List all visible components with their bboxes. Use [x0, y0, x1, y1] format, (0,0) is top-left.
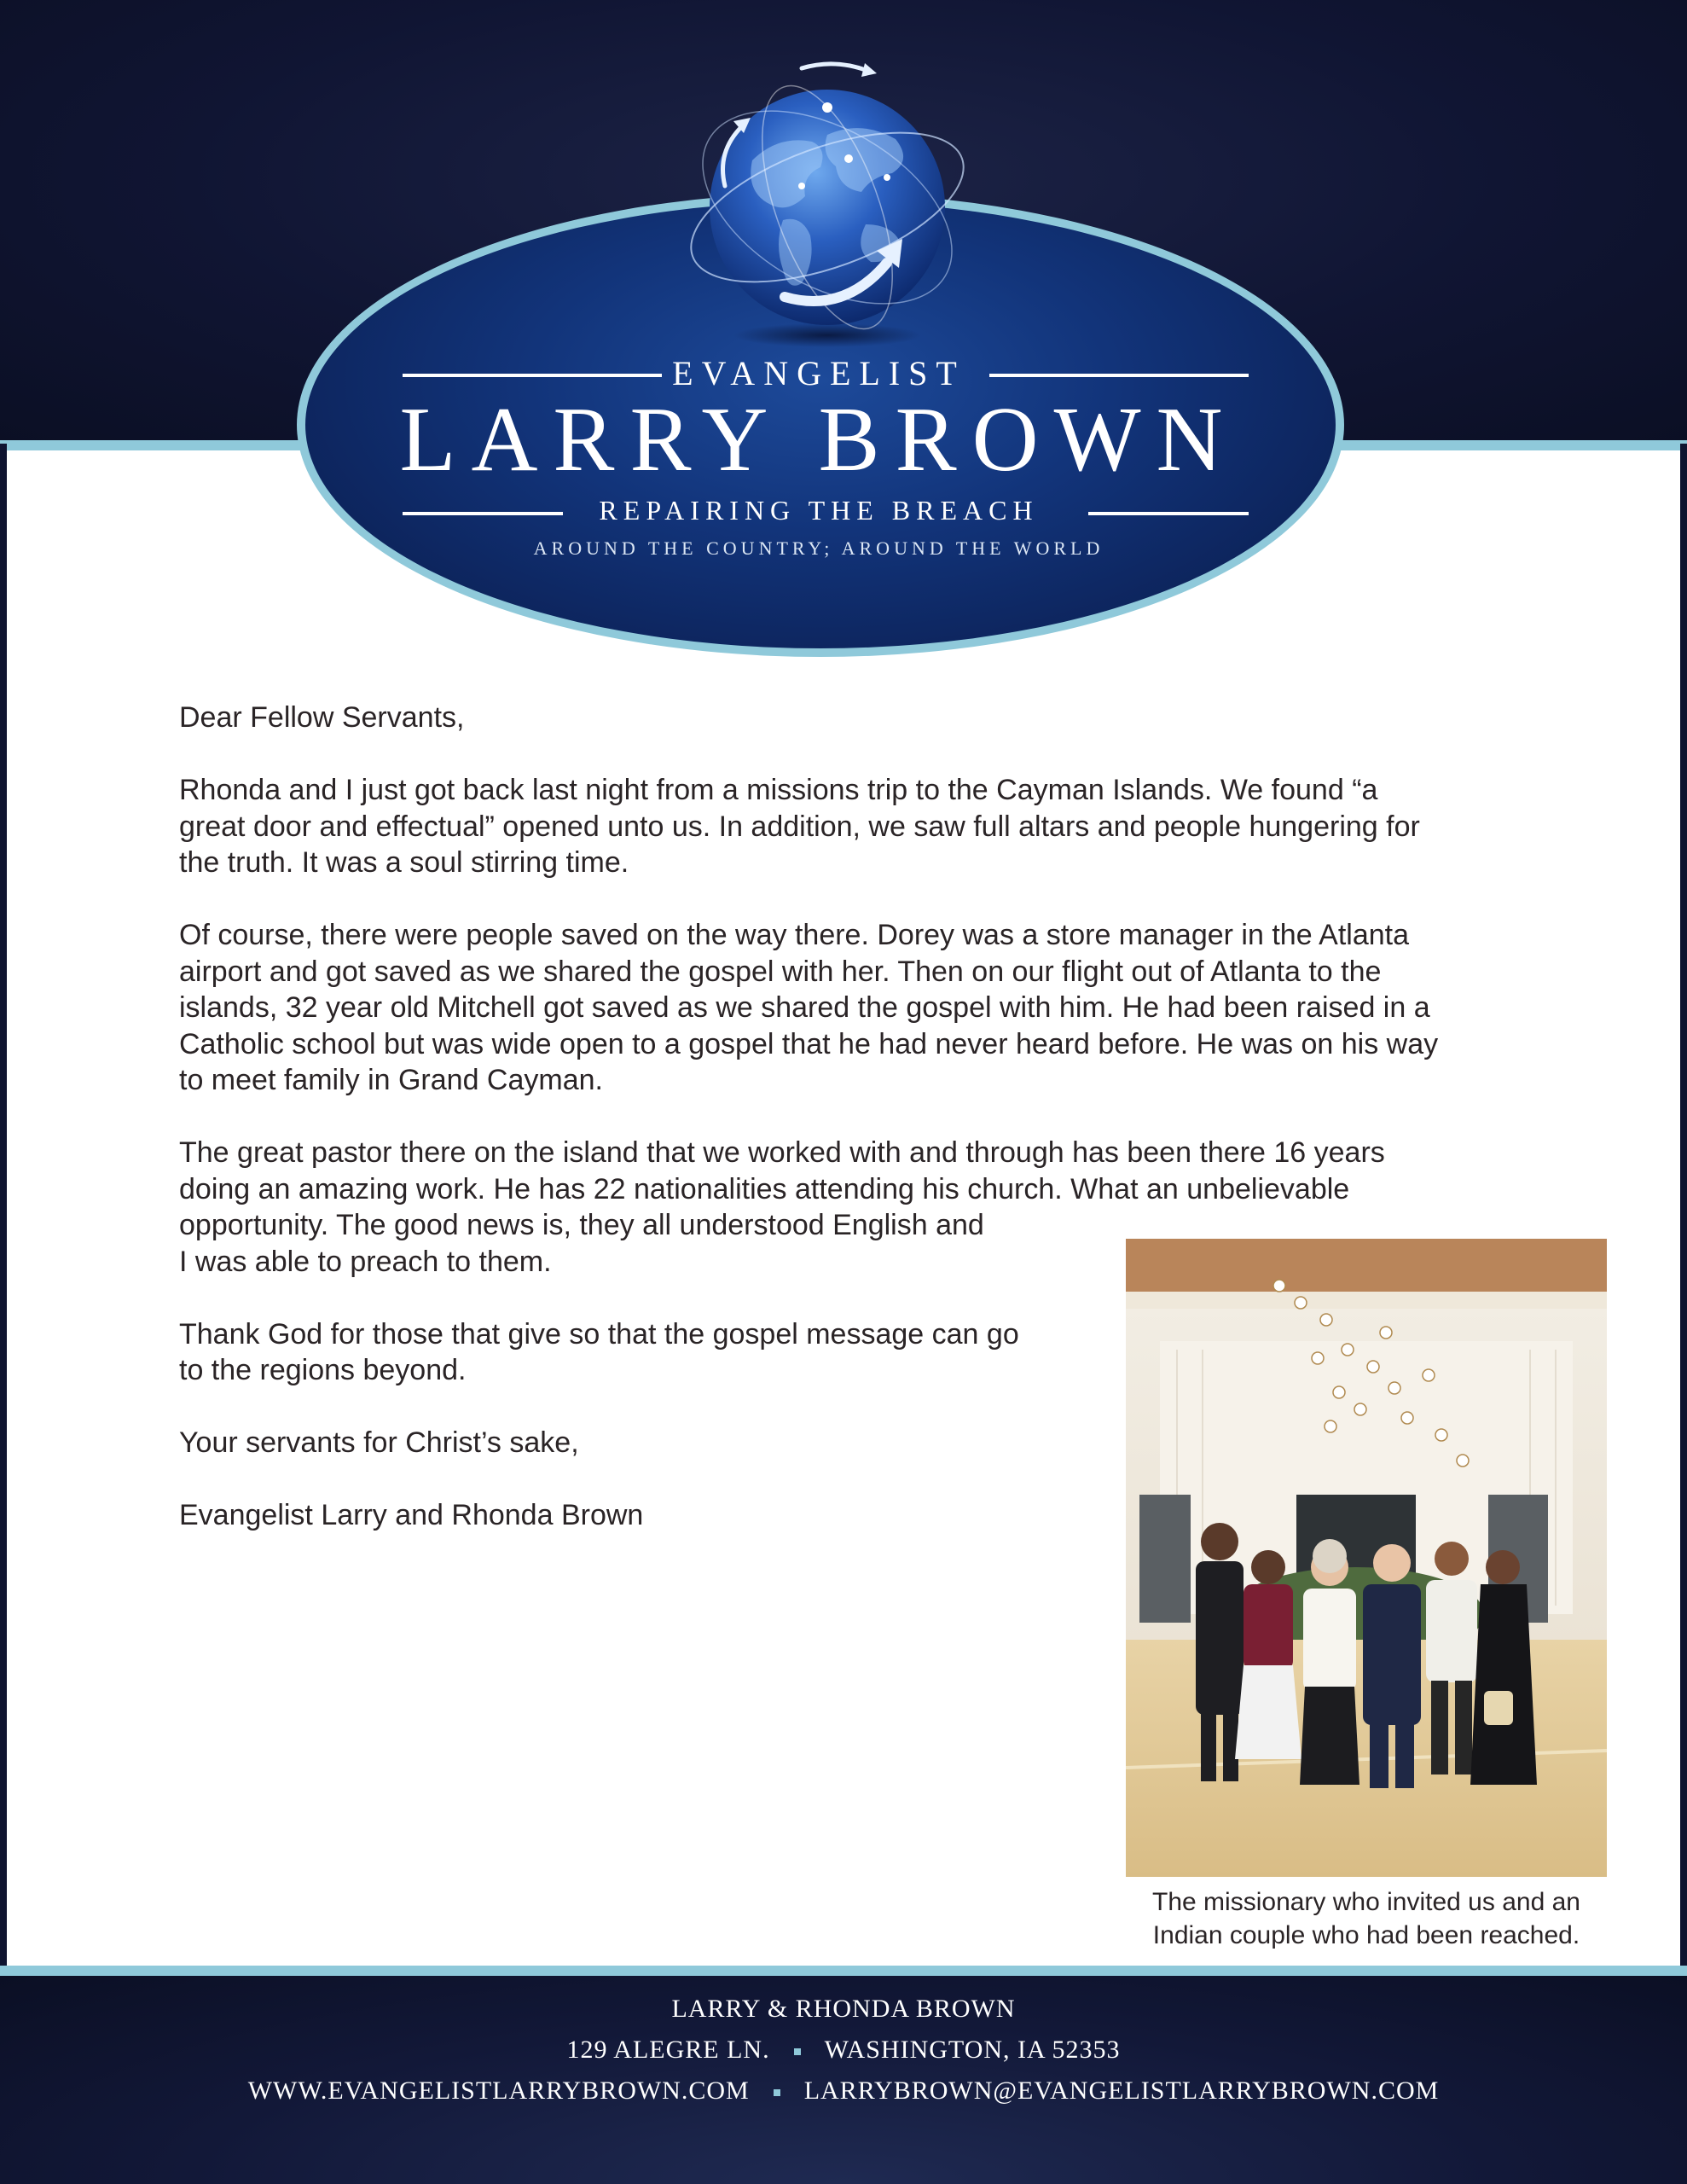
footer-website-link[interactable]: WWW.EVANGELISTLARRYBROWN.COM	[247, 2077, 750, 2105]
footer-email-link[interactable]: LARRYBROWN@EVANGELISTLARRYBROWN.COM	[803, 2077, 1440, 2105]
page-border-right	[1680, 444, 1687, 1971]
letter-paragraph-3: The great pastor there on the island that we worked with and through has been there 16 years doing an amazing work. He has 22 nationalities attending his church. What an unbelievable opportunity. The good news is, they all understood English and I was able to preach to them.	[179, 1136, 1385, 1278]
footer-contact	[0, 2077, 1687, 2106]
letter-signature: Evangelist Larry and Rhonda Brown	[179, 1499, 644, 1531]
page-border-left	[0, 444, 7, 1971]
globe-icon	[674, 49, 981, 357]
logo-subtitle: AROUND THE COUNTRY; AROUND THE WORLD	[533, 537, 1104, 559]
footer-accent-stripe	[0, 1966, 1687, 1976]
letter-closing: Your servants for Christ’s sake,	[179, 1426, 579, 1459]
footer-names: LARRY & RHONDA BROWN	[671, 1995, 1016, 2023]
letter-salutation: Dear Fellow Servants,	[179, 701, 465, 734]
letter-paragraph-4: Thank God for those that give so that the gospel message can go to the regions beyond.	[179, 1317, 1019, 1386]
photo-caption: The missionary who invited us and an Indian couple who had been reached.	[1152, 1888, 1580, 1949]
footer-city: WASHINGTON, IA 52353	[824, 2036, 1121, 2064]
letter-paragraph-1: Rhonda and I just got back last night from a missions trip to the Cayman Islands. We found “a great door and effectual” opened unto us. In addition, we saw full altars and people hungering for the truth. It was a soul stirring time.	[179, 774, 1420, 879]
separator-bullet-icon	[794, 2048, 801, 2055]
group-photo	[1126, 1239, 1607, 1877]
footer-street: 129 ALEGRE LN.	[566, 2036, 770, 2064]
letter-paragraph-2: Of course, there were people saved on the way there. Dorey was a store manager in the Atlanta airport and got saved as we shared the gospel with her. Then on our flight out of Atlanta to the islands, 32 year old Mitchell got saved as we shared the gospel with him. He had been raised in a Catholic school but was wide open to a gospel that he had never heard before. He was on his way to meet family in Grand Cayman.	[179, 919, 1439, 1096]
logo-tagline: REPAIRING THE BREACH	[599, 495, 1039, 526]
separator-bullet-icon	[774, 2089, 780, 2096]
logo-name: LARRY BROWN	[399, 389, 1238, 491]
footer-address	[0, 2036, 1687, 2065]
logo-title-evangelist: EVANGELIST	[672, 354, 965, 392]
